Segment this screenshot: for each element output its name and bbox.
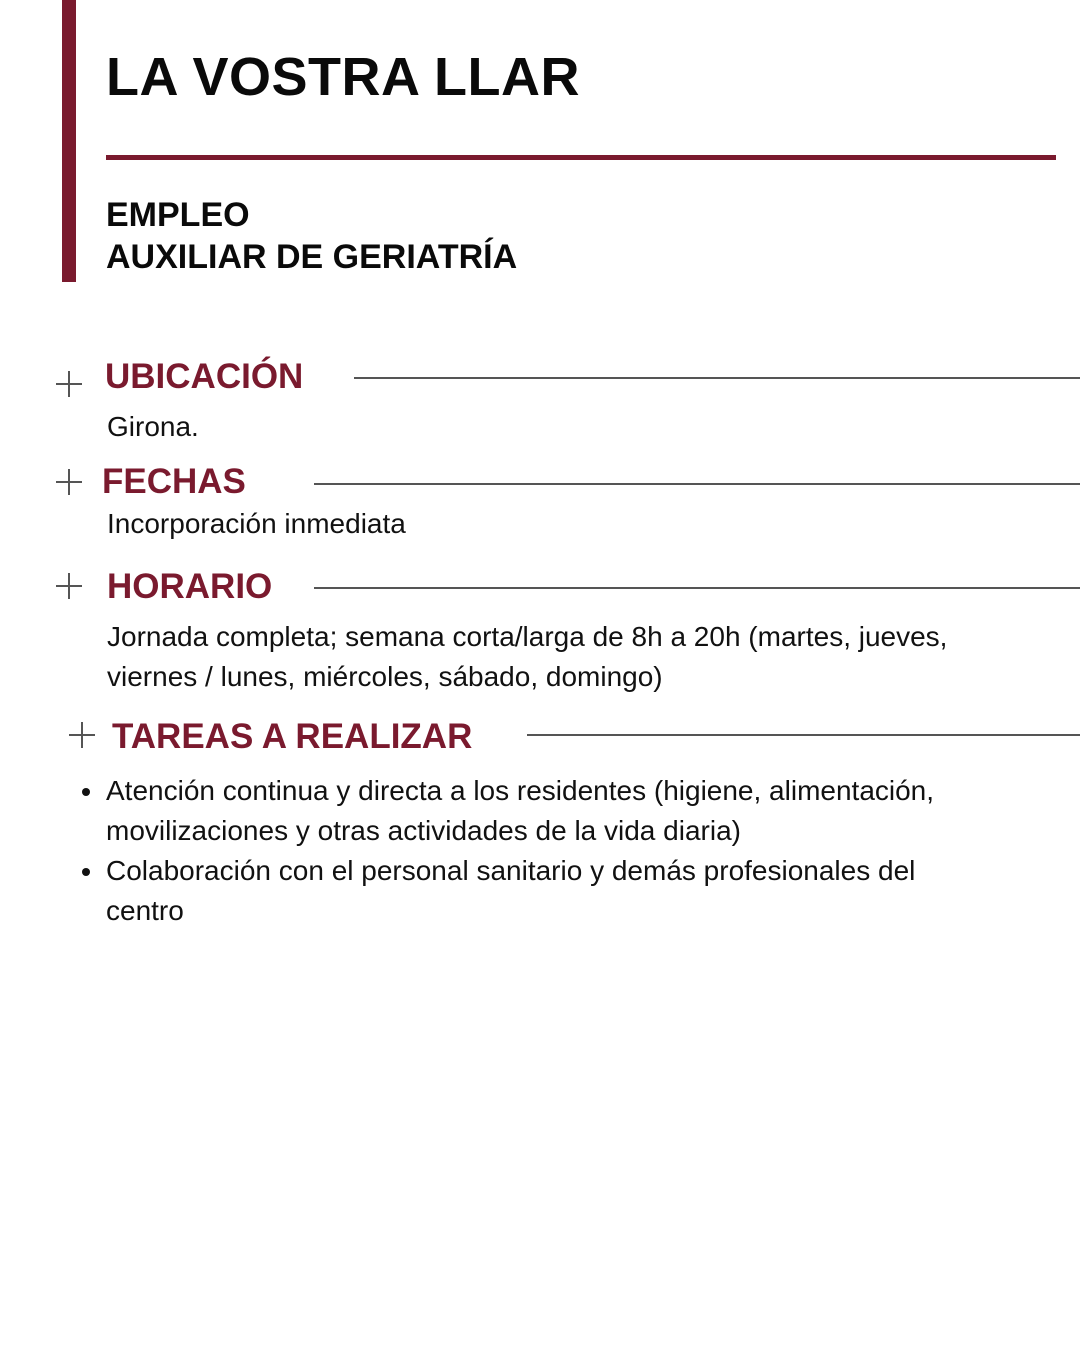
section-title-tareas: TAREAS A REALIZAR: [112, 717, 473, 756]
section-title-horario: HORARIO: [107, 567, 273, 606]
company-title: LA VOSTRA LLAR: [106, 47, 580, 107]
accent-bar: [62, 0, 76, 282]
task-list: [106, 771, 986, 931]
section-divider: [527, 734, 1080, 736]
task-text: Atención continua y directa a los residentes (higiene, alimentación, movilizaciones y otras actividades de la vida diaria): [106, 775, 935, 846]
section-divider: [314, 587, 1080, 589]
job-title: AUXILIAR DE GERIATRÍA: [106, 238, 518, 276]
plus-icon: [69, 722, 95, 748]
section-body-horario: Jornada completa; semana corta/larga de 8h a 20h (martes, jueves, viernes / lunes, miércoles, sábado, domingo): [107, 621, 948, 692]
section-divider: [314, 483, 1080, 485]
bullet-icon: [82, 868, 90, 876]
title-divider: [106, 155, 1056, 160]
job-heading: [106, 194, 517, 278]
plus-icon: [56, 469, 82, 495]
section-title-ubicacion: UBICACIÓN: [105, 357, 304, 396]
job-type: EMPLEO: [106, 196, 250, 234]
section-divider: [354, 377, 1080, 379]
plus-icon: [56, 371, 82, 397]
plus-icon: [56, 573, 82, 599]
section-body-fechas: Incorporación inmediata: [107, 508, 406, 539]
list-item: [106, 851, 986, 931]
list-item: [106, 771, 986, 851]
section-body-ubicacion: Girona.: [107, 411, 199, 442]
section-title-fechas: FECHAS: [102, 462, 246, 501]
task-text: Colaboración con el personal sanitario y demás profesionales del centro: [106, 855, 916, 926]
bullet-icon: [82, 788, 90, 796]
